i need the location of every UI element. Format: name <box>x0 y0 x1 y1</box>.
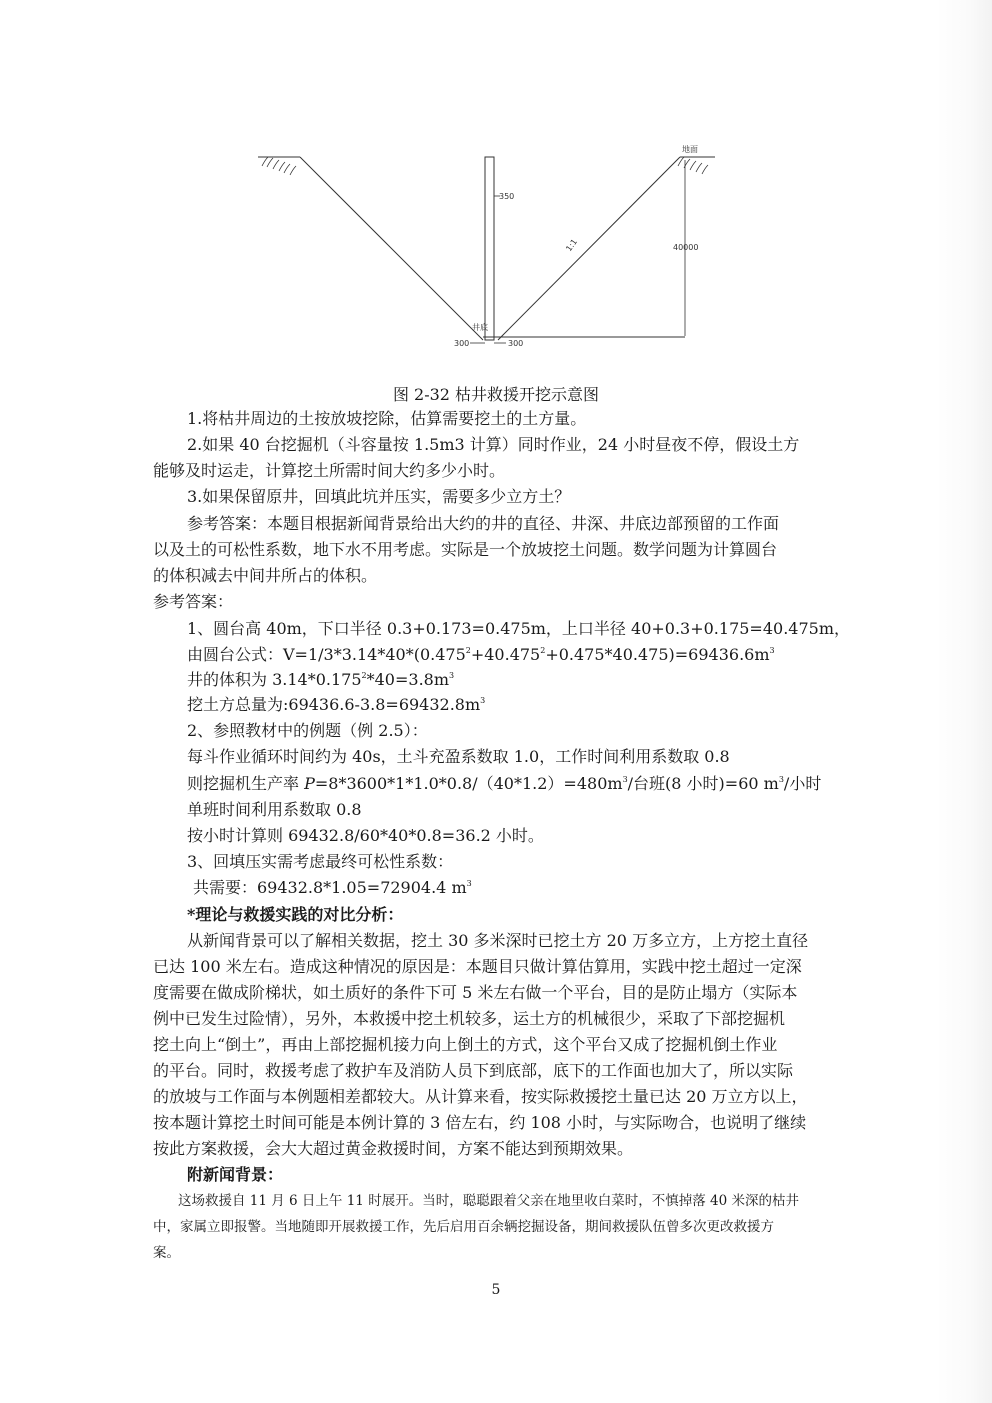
analysis-line-4: 例中已发生过险情），另外，本救援中挖土机较多，运土方的机械很少，采取了下部挖掘机 <box>153 1009 786 1028</box>
news-line-1: 这场救援自 11 月 6 日上午 11 时展开。当时，聪聪跟着父亲在地里收白菜时，不慎掉落 40 米深的枯井 <box>178 1193 799 1209</box>
dim-40000-label: 40000 <box>673 243 699 252</box>
answer-line-4 <box>187 694 485 716</box>
superscript: 2 <box>540 646 546 655</box>
answer-line-8: 单班时间利用系数取 0.8 <box>187 800 362 819</box>
left-ground-hatch <box>262 157 296 175</box>
ground-label: 地面 <box>682 145 698 154</box>
answer-line-7 <box>187 773 821 795</box>
news-line-2: 中，家属立即报警。当地随即开展救援工作，先后启用百余辆挖掘设备，期间救援队伍曾多次更改救援方 <box>153 1219 774 1235</box>
left-slope-line <box>300 157 483 340</box>
answers-heading: 参考答案： <box>153 592 234 611</box>
question-2-line-1: 2.如果 40 台挖掘机（斗容量按 1.5m3 计算）同时作业，24 小时昼夜不停，假设土方 <box>187 435 800 454</box>
analysis-line-7: 的放坡与工作面与本例题相差都较大。从计算来看，按实际救援挖土量已达 20 万立方以上， <box>153 1087 808 1106</box>
analysis-line-5: 挖土向上“倒土”，再由上部挖掘机接力向上倒土的方式，这个平台又成了挖掘机倒土作业 <box>153 1035 778 1054</box>
analysis-line-9: 按此方案救援，会大大超过黄金救援时间，方案不能达到预期效果。 <box>153 1139 634 1158</box>
answer-line-9: 按小时计算则 69432.8/60*40*0.8=36.2 小时。 <box>187 826 544 845</box>
question-3: 3.如果保留原井，回填此坑并压实，需要多少立方土？ <box>187 487 571 506</box>
answer-line-2 <box>187 644 775 666</box>
well-bottom-label: 井底 <box>472 323 488 332</box>
intro-line-3: 的体积减去中间井所占的体积。 <box>153 566 378 585</box>
superscript: 3 <box>480 696 486 705</box>
page-number: 5 <box>491 1282 501 1298</box>
answer-line-2-part-a: 由圆台公式：V=1/3*3.14*40*(0.475 <box>187 645 466 664</box>
answer-line-6: 每斗作业循环时间约为 40s，土斗充盈系数取 1.0，工作时间利用系数取 0.8 <box>187 747 730 766</box>
answer-line-7-part-c: /台班(8 小时)=60 m <box>627 774 779 793</box>
analysis-line-8: 按本题计算挖土时间可能是本例计算的 3 倍左右，约 108 小时，与实际吻合，也说明了继续 <box>153 1113 807 1132</box>
answer-line-10: 3、回填压实需考虑最终可松性系数： <box>187 852 454 871</box>
news-line-3: 案。 <box>153 1245 180 1261</box>
analysis-line-2: 已达 100 米左右。造成这种情况的原因是：本题目只做计算估算用，实践中挖土超过一定深 <box>153 957 802 976</box>
question-2-line-2: 能够及时运走，计算挖土所需时间大约多少小时。 <box>153 461 506 480</box>
answer-line-5: 2、参照教材中的例题（例 2.5）： <box>187 721 428 740</box>
analysis-line-3: 度需要在做成阶梯状，如土质好的条件下可 5 米左右做一个平台，目的是防止塌方（实际本 <box>153 983 798 1002</box>
analysis-line-6: 的平台。同时，救援考虑了救护车及消防人员下到底部，底下的工作面也加大了，所以实际 <box>153 1061 794 1080</box>
dim-300-left-label: 300 <box>454 339 470 348</box>
superscript: 3 <box>466 879 472 888</box>
answer-line-2-part-c: +0.475*40.475)=69436.6m <box>545 645 770 664</box>
news-heading: 附新闻背景： <box>187 1165 284 1184</box>
superscript: 3 <box>622 775 628 784</box>
answer-line-11 <box>193 877 472 899</box>
answer-line-1: 1、圆台高 40m，下口半径 0.3+0.173=0.475m，上口半径 40+0.3+0.175=40.475m， <box>187 619 850 638</box>
page-edge-shadow <box>935 0 992 1403</box>
answer-line-7-part-d: /小时 <box>783 774 822 793</box>
answer-line-2-part-b: +40.475 <box>470 645 541 664</box>
superscript: 3 <box>769 646 775 655</box>
figure-caption: 图 2-32 枯井救援开挖示意图 <box>392 385 600 404</box>
dim-350-label: 350 <box>499 192 515 201</box>
intro-line-2: 以及土的可松性系数，地下水不用考虑。实际是一个放坡挖土问题。数学问题为计算圆台 <box>153 540 778 559</box>
excavation-diagram <box>240 140 740 360</box>
dim-300-right-label: 300 <box>508 339 524 348</box>
right-ground-hatch <box>678 157 708 174</box>
well-shaft <box>485 157 494 340</box>
analysis-line-1: 从新闻背景可以了解相关数据，挖土 30 多米深时已挖土方 20 万多立方，上方挖土直径 <box>187 931 809 950</box>
superscript: 3 <box>778 775 784 784</box>
slope-label: 1:1 <box>564 237 580 254</box>
answer-line-3-part-a: 井的体积为 3.14*0.175 <box>187 670 362 689</box>
answer-line-7-part-b: =8*3600*1*1.0*0.8/（40*1.2）=480m <box>314 774 623 793</box>
answer-line-3 <box>187 669 454 691</box>
productivity-symbol: P <box>304 774 315 793</box>
analysis-heading: *理论与救援实践的对比分析： <box>187 905 404 924</box>
superscript: 3 <box>449 671 455 680</box>
superscript: 2 <box>465 646 471 655</box>
answer-line-7-part-a: 则挖掘机生产率 <box>187 774 305 793</box>
intro-line-1: 参考答案：本题目根据新闻背景给出大约的井的直径、井深、井底边部预留的工作面 <box>187 514 780 533</box>
answer-line-11-text: 共需要：69432.8*1.05=72904.4 m <box>193 878 467 897</box>
superscript: 2 <box>361 671 367 680</box>
right-slope-line <box>498 157 680 340</box>
answer-line-3-part-b: *40=3.8m <box>366 670 450 689</box>
answer-line-4-text: 挖土方总量为:69436.6-3.8=69432.8m <box>187 695 481 714</box>
question-1: 1.将枯井周边的土按放坡挖除，估算需要挖土的土方量。 <box>187 409 587 428</box>
